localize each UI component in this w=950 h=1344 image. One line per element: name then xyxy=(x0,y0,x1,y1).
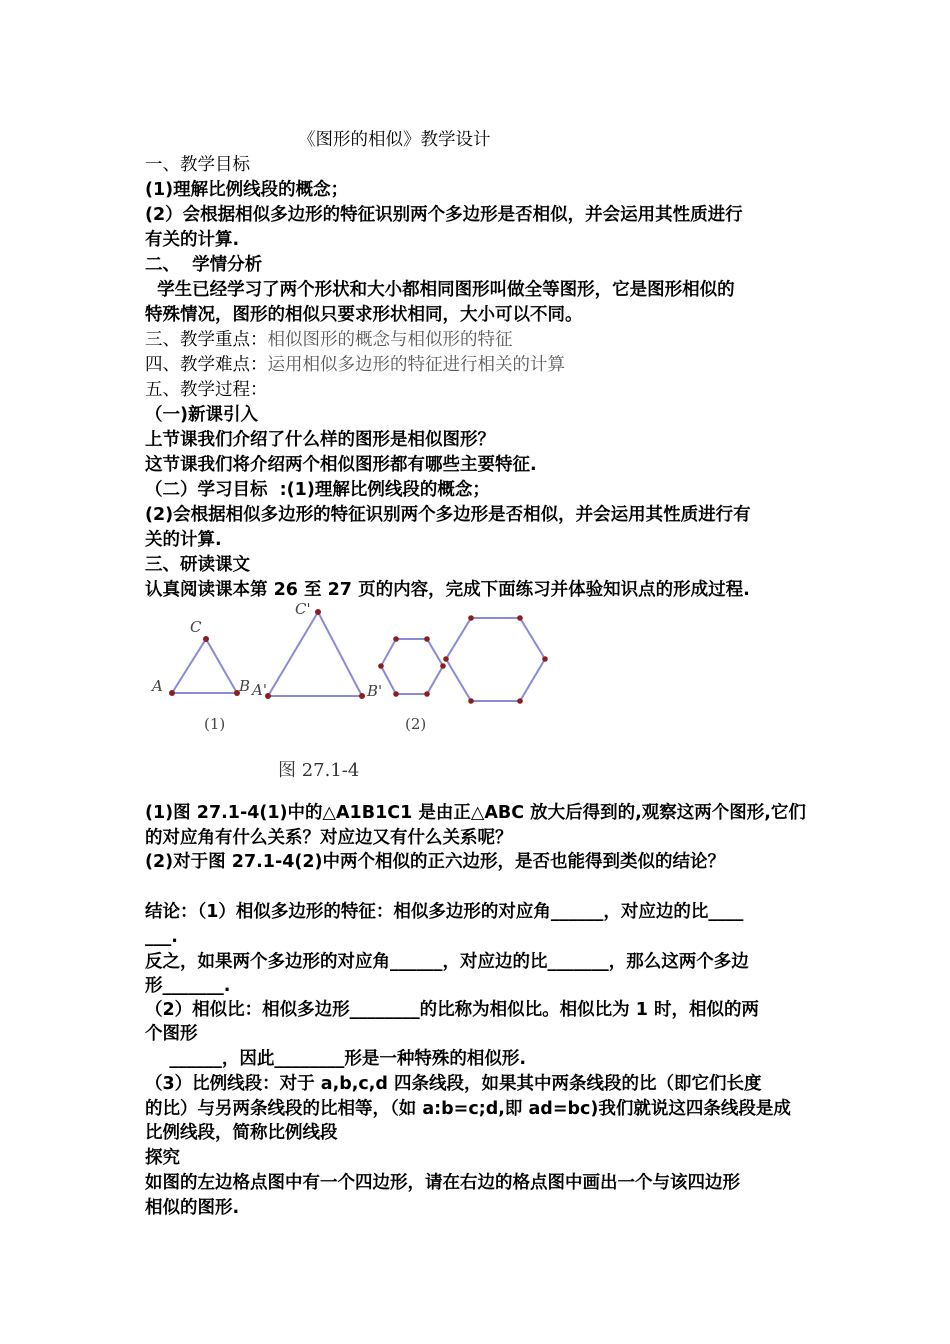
part-1-heading: （一)新课引入 xyxy=(145,405,258,425)
key-points-label: 三、教学重点： xyxy=(145,330,268,350)
small-hexagon-vertex xyxy=(393,691,399,697)
conclusion-3-line-3: 比例线段，简称比例线段 xyxy=(145,1123,338,1143)
goal-2-line-1: (2）会根据相似多边形的特征识别两个多边形是否相似，并会运用其性质进行 xyxy=(145,205,743,225)
explore-line-1: 如图的左边格点图中有一个四边形，请在右边的格点图中画出一个与该四边形 xyxy=(145,1173,740,1193)
triangle-abc-outline xyxy=(172,639,237,693)
figure-27-1-4 xyxy=(140,602,660,792)
label-b: B xyxy=(239,677,251,695)
key-points-text: 相似图形的概念与相似形的特征 xyxy=(267,330,513,350)
small-hexagon-vertex xyxy=(393,636,399,642)
large-triangle-a1b1c1 xyxy=(250,602,382,700)
label-c1: C' xyxy=(295,602,311,618)
figure-caption: 图 27.1-4 xyxy=(278,760,360,781)
question-1-line-1: (1)图 27.1-4(1)中的△A1B1C1 是由正△ABC 放大后得到的,观察这两个图形,它们 xyxy=(145,803,806,823)
sub-label-2: (2) xyxy=(405,715,427,733)
section-5-heading: 五、教学过程： xyxy=(145,380,268,400)
part-1-line-1: 上节课我们介绍了什么样的图形是相似图形？ xyxy=(145,430,495,450)
part-3-heading: 三、研读课文 xyxy=(145,555,250,575)
question-2: (2)对于图 27.1-4(2)中两个相似的正六边形，是否也能得到类似的结论？ xyxy=(145,852,726,872)
large-hexagon-vertex xyxy=(443,656,449,662)
explore-line-2: 相似的图形. xyxy=(145,1198,240,1218)
vertex-c1 xyxy=(315,609,321,615)
large-hexagon-outline xyxy=(446,618,545,701)
vertex-b1 xyxy=(359,693,365,699)
conclusion-1-line-3: 反之，如果两个多边形的对应角______，对应边的比_______，那么这两个多边 xyxy=(145,952,749,972)
conclusion-1-line-1: 结论：（1）相似多边形的特征：相似多边形的对应角______，对应边的比____ xyxy=(145,902,744,922)
large-hexagon-vertex xyxy=(468,615,474,621)
large-hexagon xyxy=(443,615,548,704)
part-2-heading: （二）学习目标 :(1)理解比例线段的概念； xyxy=(145,480,490,500)
difficulties-text: 运用相似多边形的特征进行相关的计算 xyxy=(267,355,565,375)
large-hexagon-vertex xyxy=(517,615,523,621)
analysis-line-1: 学生已经学习了两个形状和大小都相同图形叫做全等图形，它是图形相似的 xyxy=(145,280,735,300)
label-b1: B' xyxy=(367,682,383,700)
conclusion-2-line-1: （2）相似比：相似多边形________的比称为相似比。相似比为 1 时，相似的两 xyxy=(145,1000,760,1020)
part-2-line-2: 关的计算. xyxy=(145,530,222,550)
doc-title: 《图形的相似》教学设计 xyxy=(298,130,491,150)
label-a: A xyxy=(152,677,163,695)
conclusion-2-line-3: ______，因此________形是一种特殊的相似形. xyxy=(145,1049,527,1069)
key-points xyxy=(145,328,513,352)
vertex-c xyxy=(203,636,209,642)
part-3-line: 认真阅读课本第 26 至 27 页的内容，完成下面练习并体验知识点的形成过程. xyxy=(145,580,750,600)
small-hexagon xyxy=(378,636,446,697)
small-triangle-abc xyxy=(150,618,250,696)
large-hexagon-vertex xyxy=(468,698,474,704)
conclusion-3-line-1: （3）比例线段：对于 a,b,c,d 四条线段，如果其中两条线段的比（即它们长度 xyxy=(145,1074,762,1094)
label-a1: A' xyxy=(252,681,267,699)
explore-heading: 探究 xyxy=(145,1148,180,1168)
question-1-line-2: 的对应角有什么关系？对应边又有什么关系呢？ xyxy=(145,828,513,848)
section-2-heading: 二、 学情分析 xyxy=(145,255,263,275)
section-1-heading: 一、教学目标 xyxy=(145,155,250,175)
analysis-line-2: 特殊情况，图形的相似只要求形状相同，大小可以不同。 xyxy=(145,305,583,325)
difficulties xyxy=(145,353,565,377)
difficulties-label: 四、教学难点： xyxy=(145,355,268,375)
vertex-a xyxy=(169,690,175,696)
sub-label-1: (1) xyxy=(204,715,226,733)
small-hexagon-outline xyxy=(381,639,443,694)
small-hexagon-vertex xyxy=(424,636,430,642)
label-c: C xyxy=(190,618,202,636)
part-2-line-1: (2)会根据相似多边形的特征识别两个多边形是否相似，并会运用其性质进行有 xyxy=(145,505,751,525)
triangle-a1b1c1-outline xyxy=(268,612,362,696)
conclusion-2-line-2: 个图形 xyxy=(145,1024,198,1044)
small-hexagon-vertex xyxy=(424,691,430,697)
conclusion-3-line-2: 的比）与另两条线段的比相等，（如 a:b=c;d,即 ad=bc)我们就说这四条线段是成 xyxy=(145,1099,791,1119)
goal-1: (1)理解比例线段的概念； xyxy=(145,180,349,200)
large-hexagon-vertex xyxy=(542,656,548,662)
small-hexagon-vertex xyxy=(378,663,384,669)
conclusion-1-line-2: ___. xyxy=(145,927,178,947)
conclusion-1-line-4: 形_______. xyxy=(145,976,231,996)
small-hexagon-vertex xyxy=(440,663,446,669)
part-1-line-2: 这节课我们将介绍两个相似图形都有哪些主要特征. xyxy=(145,455,537,475)
goal-2-line-2: 有关的计算. xyxy=(145,230,240,250)
large-hexagon-vertex xyxy=(517,698,523,704)
